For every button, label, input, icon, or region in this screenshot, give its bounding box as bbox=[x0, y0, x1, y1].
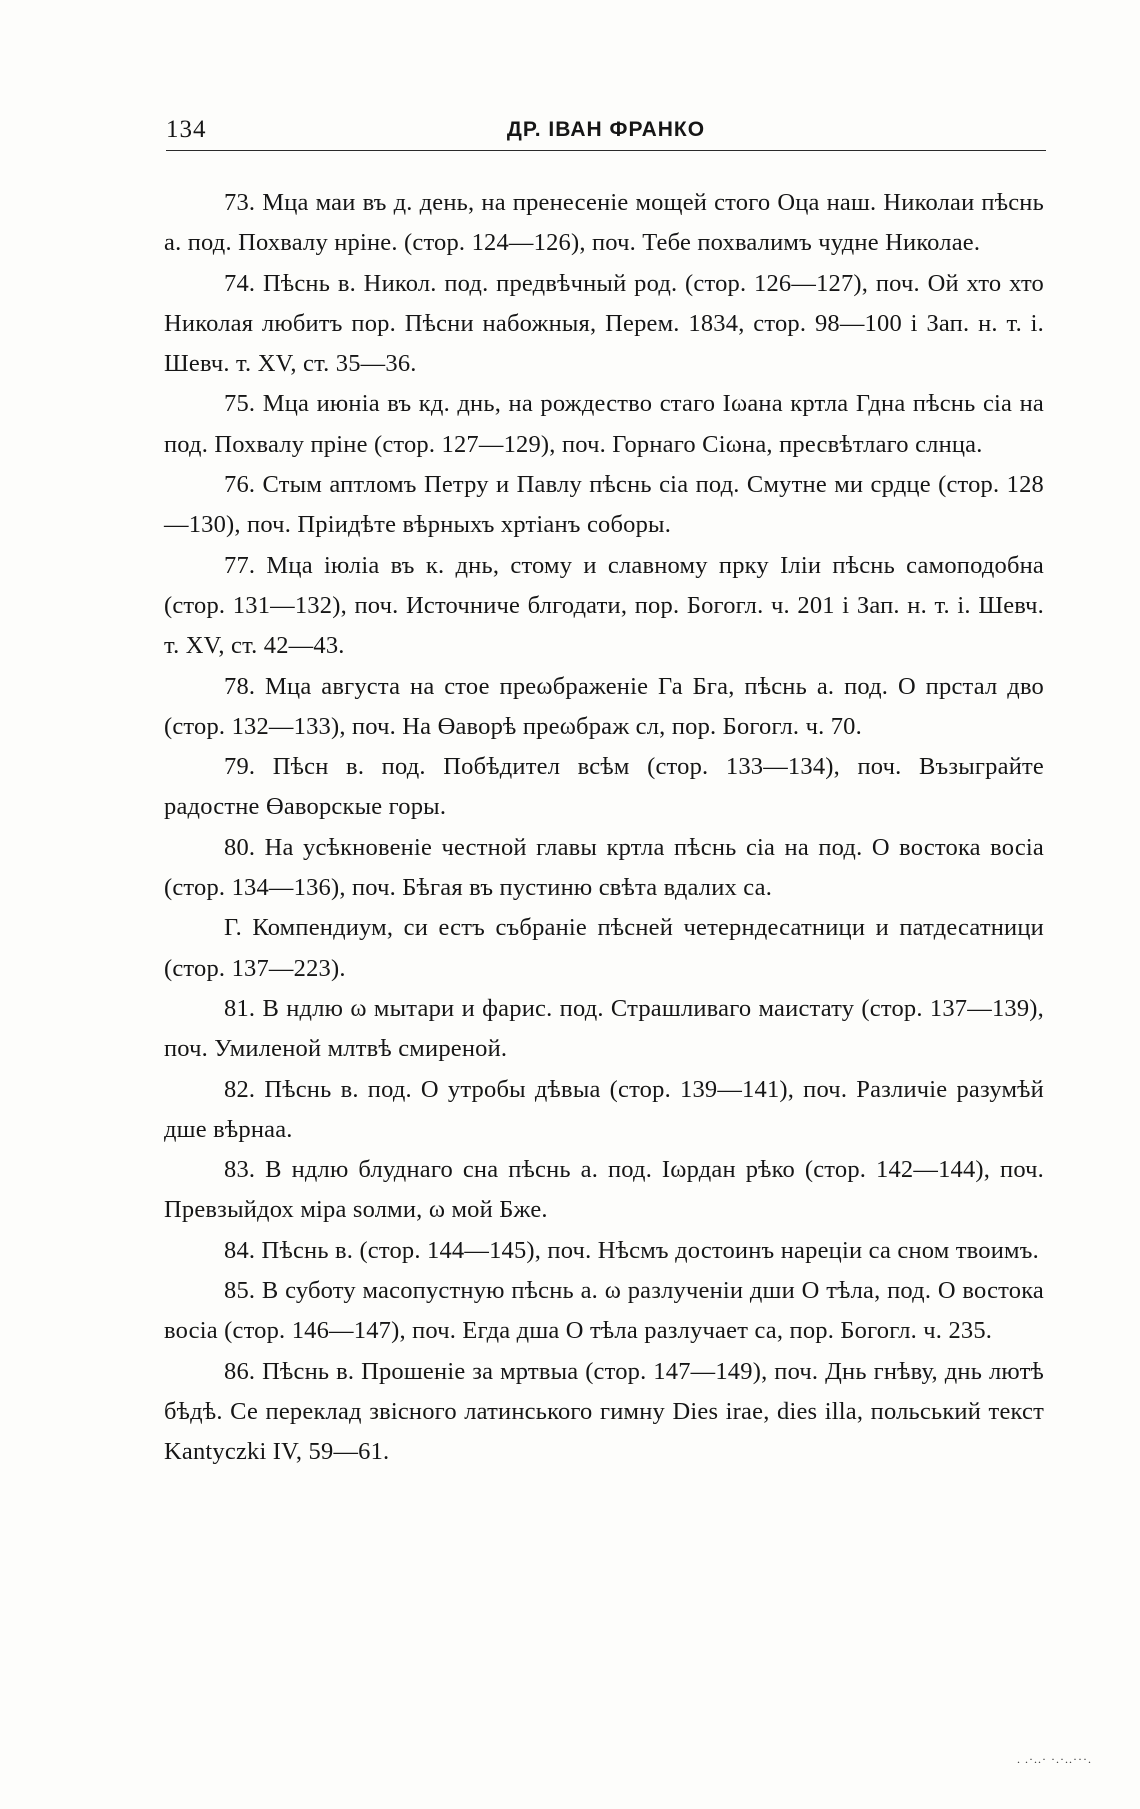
entry-78: 78. Мца августа на стое преωбраженіе Га Бга, пѣснь а. под. О прстал дво (стор. 132—133), поч. На Өаворѣ преωбраж сл, пор. Богогл. ч. 70. bbox=[164, 672, 1044, 740]
section-heading-g: Г. Компендиум, си естъ събраніе пѣсней четерндесатници и патдесатници (стор. 137—223). bbox=[164, 914, 1044, 982]
page-number: 134 bbox=[166, 116, 207, 143]
entry-76: 76. Стым аптломъ Петру и Павлу пѣснь сіа под. Смутне ми срдце (стор. 128—130), поч. Пріидѣте вѣрныхъ хртіанъ соборы. bbox=[164, 471, 1044, 539]
entry-73: 73. Мца маи въ д. день, на пренесеніе мощей стого Оца наш. Николаи пѣснь а. под. Похвалу нріне. (стор. 124—126), поч. Тебе похвалимъ чудне Николае. bbox=[164, 189, 1044, 257]
entry-82: 82. Пѣснь в. под. О утробы дѣвыа (стор. 139—141), поч. Различіе разумѣй дше вѣрнаа. bbox=[164, 1075, 1044, 1143]
page-header bbox=[166, 116, 1046, 151]
entry-79: 79. Пѣсн в. под. Побѣдител всѣм (стор. 133—134), поч. Възыграйте радостне Өаворскые горы. bbox=[164, 753, 1044, 821]
entry-85: 85. В суботу масопустную пѣснь а. ω разлученіи дши О тѣла, под. О востока восіа (стор. 146—147), поч. Егда дша О тѣла разлучает са, пор. Богогл. ч. 235. bbox=[164, 1277, 1044, 1345]
entry-77: 77. Мца іюліа въ к. днь, стому и славному прку Іліи пѣснь самоподобна (стор. 131—132), поч. Источниче блгодати, пор. Богогл. ч. 201 і Зап. н. т. і. Шевч. т. XV, ст. 42—43. bbox=[164, 551, 1044, 660]
body-text bbox=[164, 183, 1044, 1473]
entry-81: 81. В ндлю ω мытари и фарис. под. Страшливаго маистату (стор. 137—139), поч. Умиленой млтвѣ смиреной. bbox=[164, 994, 1044, 1063]
entry-83: 83. В ндлю блуднаго сна пѣснь а. под. Іωрдан рѣко (стор. 142—144), поч. Превзыйдох міра sолми, ω мой Бже. bbox=[164, 1156, 1044, 1224]
scan-ink-mark: . .·..· ·.·..···. bbox=[1017, 1752, 1092, 1766]
entry-80: 80. На усѣкновеніе честной главы кртла пѣснь сіа на под. О востока восіа (стор. 134—136), поч. Бѣгая въ пустиню свѣта вдалих са. bbox=[164, 833, 1044, 902]
entry-86: 86. Пѣснь в. Прошеніе за мртвыа (стор. 147—149), поч. Днь гнѣву, днь лютѣ бѣдѣ. Се переклад звісного латинського гимну Dies irae, dies illa, польський текст Kantyczki IV, 59—61. bbox=[164, 1357, 1044, 1466]
entry-75: 75. Мца июніа въ кд. днь, на рождество стаго Іωана кртла Гдна пѣснь сіа на под. Похвалу пріне (стор. 127—129), поч. Горнаго Сіωна, пресвѣтлаго слнца. bbox=[164, 390, 1044, 458]
entry-74: 74. Пѣснь в. Никол. под. предвѣчный род. (стор. 126—127), поч. Ой хто хто Николая любитъ пор. Пѣсни набожныя, Перем. 1834, стор. 98—100 і Зап. н. т. і. Шевч. т. XV, ст. 35—36. bbox=[164, 269, 1044, 378]
entry-84: 84. Пѣснь в. (стор. 144—145), поч. Нѣсмъ достоинъ нареціи са сном твоимъ. bbox=[224, 1236, 1039, 1264]
running-head: ДР. ІВАН ФРАНКО bbox=[506, 118, 706, 141]
